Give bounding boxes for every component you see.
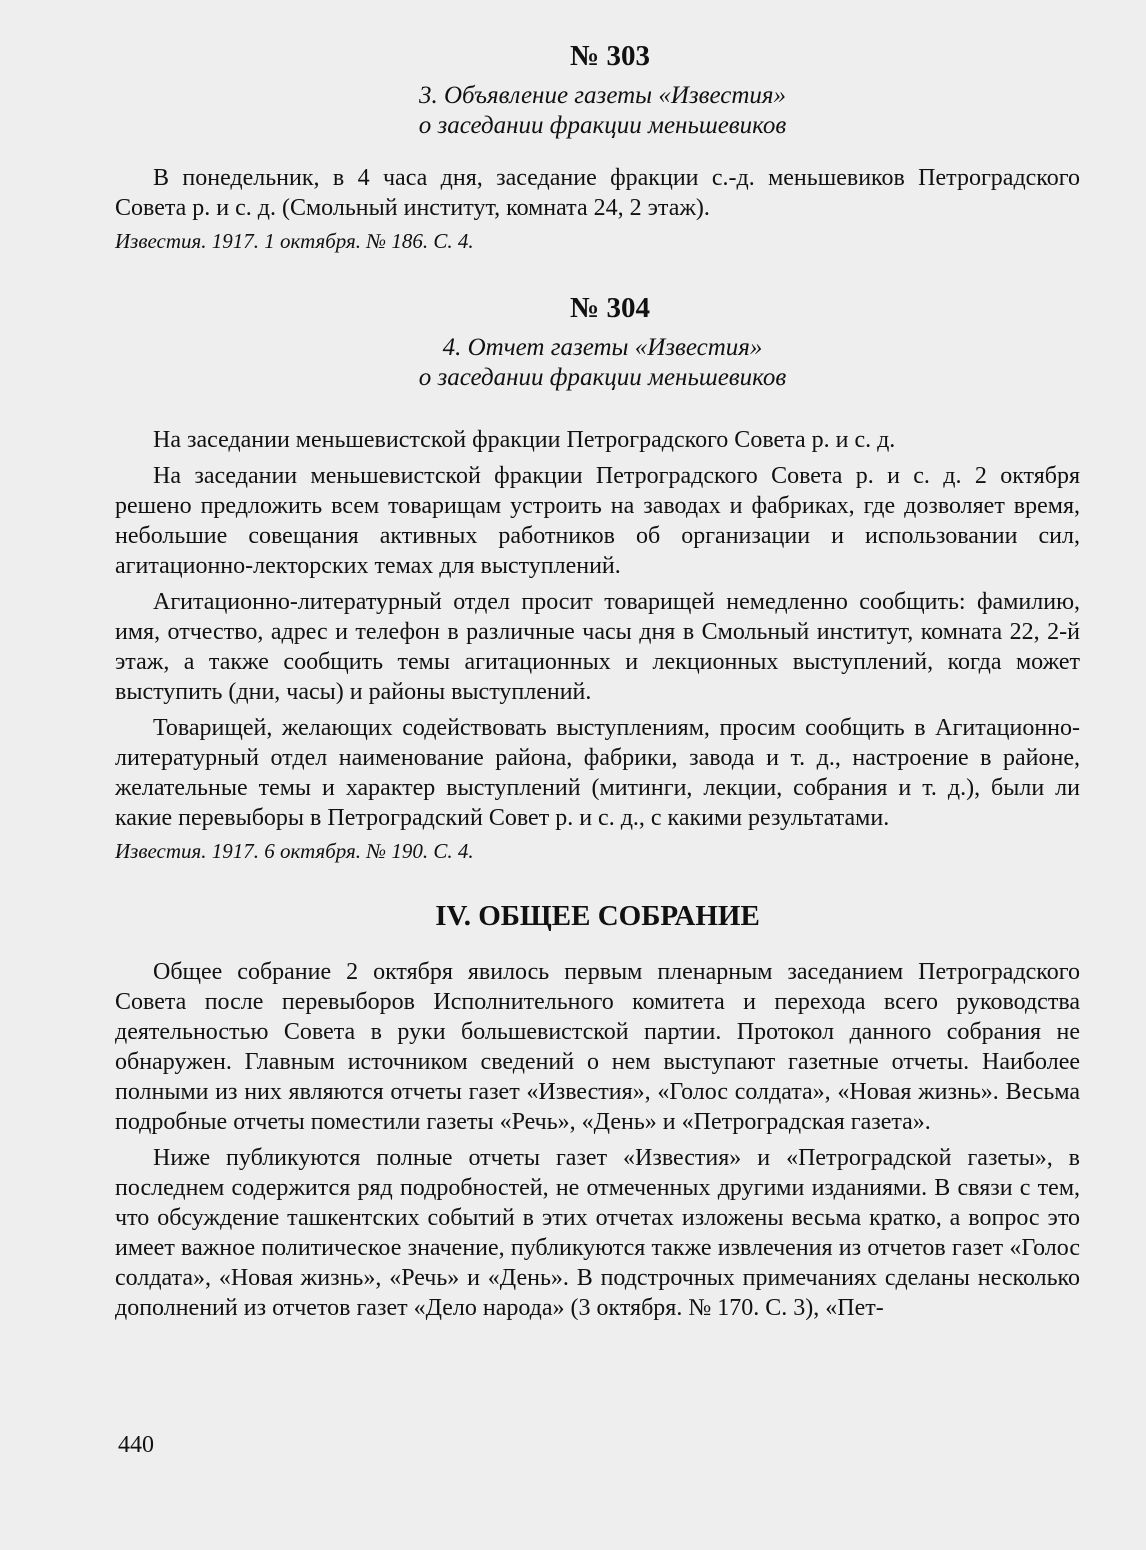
document-heading-303 bbox=[115, 81, 1080, 141]
section-title: IV. ОБЩЕЕ СОБРАНИЕ bbox=[435, 900, 760, 932]
paragraph: Товарищей, желающих содействовать выступлениям, просим сообщить в Агитационно-литературный отдел наименование района, фабрики, завода и т. д., настроение в районе, желательные темы и характер выступлений (митинги, лекции, собрания и т. д.), были ли какие перевыборы в Петроградский Совет р. и с. д., с какими результатами. bbox=[115, 715, 1080, 831]
source-citation: Известия. 1917. 1 октября. № 186. С. 4. bbox=[115, 229, 474, 253]
text-column bbox=[115, 40, 1080, 1329]
page-number: 440 bbox=[118, 1432, 154, 1458]
heading-line: о заседании фракции меньшевиков bbox=[418, 364, 787, 391]
paragraph: На заседании меньшевистской фракции Петроградского Совета р. и с. д. 2 октября решено предложить всем товарищам устроить на заводах и фабриках, где дозволяет время, небольшие совещания активных работников об организации и использовании сил, агитационно-лекторских темах для выступлений. bbox=[115, 463, 1080, 579]
paragraph: Агитационно-литературный отдел просит товарищей немедленно сообщить: фамилию, имя, отчество, адрес и телефон в различные часы дня в Смольный институт, комната 22, 2-й этаж, а также сообщить темы агитационных и лекционных выступлений, когда может выступить (дни, часы) и районы выступлений. bbox=[115, 589, 1080, 705]
document-number-304: № 304 bbox=[570, 292, 650, 324]
document-number-303: № 303 bbox=[570, 40, 650, 72]
heading-line: 4. Отчет газеты «Известия» bbox=[442, 334, 763, 361]
heading-line: 3. Объявление газеты «Известия» bbox=[418, 82, 787, 109]
paragraph: На заседании меньшевистской фракции Петроградского Совета р. и с. д. bbox=[153, 427, 896, 453]
paragraph: Ниже публикуются полные отчеты газет «Известия» и «Петроградской газеты», в последнем содержится ряд подробностей, не отмеченных другими изданиями. В связи с тем, что обсуждение ташкентских событий в этих отчетах изложены весьма кратко, а вопрос это имеет важное политическое значение, публикуются также извлечения из отчетов газет «Голос солдата», «Новая жизнь», «Речь» и «День». В подстрочных примечаниях сделаны несколько дополнений из отчетов газет «Дело народа» (3 октября. № 170. С. 3), «Пет- bbox=[115, 1145, 1080, 1321]
heading-line: о заседании фракции меньшевиков bbox=[418, 112, 787, 139]
document-heading-304 bbox=[115, 333, 1080, 393]
paragraph: Общее собрание 2 октября явилось первым пленарным заседанием Петроградского Совета после перевыборов Исполнительного комитета и перехода всего руководства деятельностью Совета в руки большевистской партии. Протокол данного собрания не обнаружен. Главным источником сведений о нем выступают газетные отчеты. Наиболее полными из них являются отчеты газет «Известия», «Голос солдата», «Новая жизнь». Весьма подробные отчеты поместили газеты «Речь», «День» и «Петроградская газета». bbox=[115, 959, 1080, 1135]
source-citation: Известия. 1917. 6 октября. № 190. С. 4. bbox=[115, 839, 474, 863]
paragraph: В понедельник, в 4 часа дня, заседание фракции с.-д. меньшевиков Петроградского Совета р. и с. д. (Смольный институт, комната 24, 2 этаж). bbox=[115, 165, 1080, 221]
